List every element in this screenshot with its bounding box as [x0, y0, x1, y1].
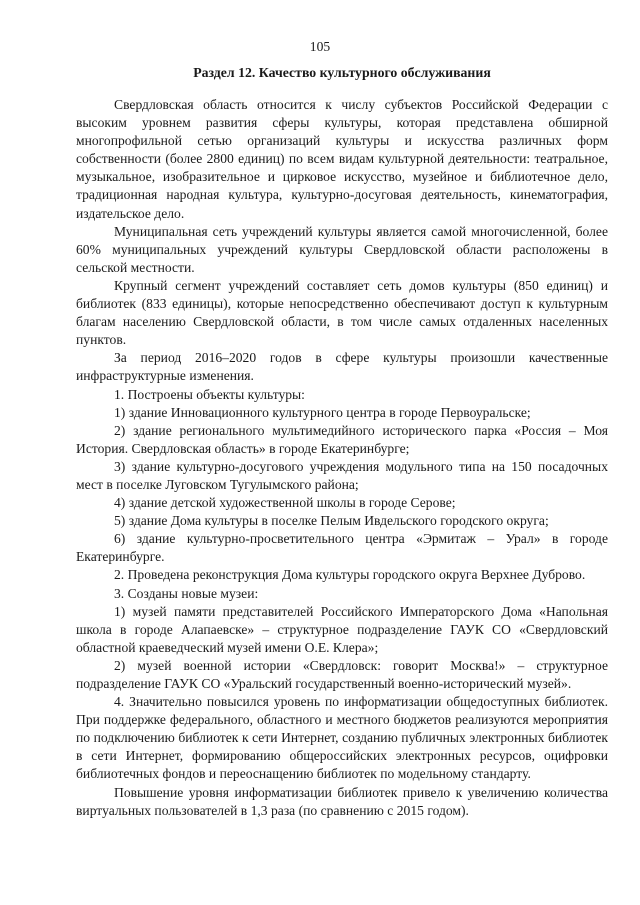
list-item: 2) музей военной истории «Свердловск: говорит Москва!» – структурное подразделение ГАУК СО «Уральский государственный военно-исторический музей». — [76, 657, 608, 691]
paragraph: Свердловская область относится к числу субъектов Российской Федерации с высоким уровнем развития сферы культуры, которая представлена обширной многопрофильной сетью организаций культуры и искусства различных форм собственности (более 2800 единиц) по всем видам культурной деятельности: театральное, музыкальное, изобразительное и цирковое искусство, музейное и библиотечное дело, традиционная народная культура, культурно-досуговая деятельность, кинематография, издательское дело. — [76, 97, 608, 221]
paragraph: Муниципальная сеть учреждений культуры является самой многочисленной, более 60% муниципальных учреждений культуры Свердловской области расположены в сельской местности. — [76, 223, 608, 275]
paragraph: Крупный сегмент учреждений составляет сеть домов культуры (850 единиц) и библиотек (833 единицы), которые непосредственно обеспечивают доступ к культурным благам населению Свердловской области, в том числе самых отдаленных населенных пунктов. — [76, 277, 608, 348]
list-heading: 1. Построены объекты культуры: — [114, 386, 305, 402]
paragraph: За период 2016–2020 годов в сфере культуры произошли качественные инфраструктурные изменения. — [76, 350, 608, 384]
list-item: 2) здание регионального мультимедийного исторического парка «Россия – Моя История. Свердловская область» в городе Екатеринбурге; — [76, 422, 608, 456]
paragraph: Повышение уровня информатизации библиотек привело к увеличению количества виртуальных пользователей в 1,3 раза (по сравнению с 2015 годом). — [76, 784, 608, 818]
list-heading: 3. Созданы новые музеи: — [114, 585, 259, 601]
list-heading: 2. Проведена реконструкция Дома культуры городского округа Верхнее Дуброво. — [114, 567, 586, 583]
list-item: 3) здание культурно-досугового учреждения модульного типа на 150 посадочных мест в поселке Луговском Тугулымского района; — [76, 458, 608, 492]
page-number: 105 — [309, 39, 331, 54]
list-item: 4) здание детской художественной школы в городе Серове; — [114, 495, 456, 511]
list-heading: 4. Значительно повысился уровень по информатизации общедоступных библиотек. При поддержке федерального, областного и местного бюджетов реализуются мероприятия по подключению библиотек к сети Интернет, созданию публичных электронных библиотек в сети Интернет, формированию общероссийских электронных ресурсов, оцифровки библиотечных фондов и переоснащению библиотек по модельному стандарту. — [76, 694, 608, 782]
list-item: 1) здание Инновационного культурного центра в городе Первоуральске; — [114, 404, 531, 420]
section-title: Раздел 12. Качество культурного обслуживания — [193, 65, 491, 80]
list-item: 1) музей памяти представителей Российского Императорского Дома «Напольная школа в городе Алапаевске» – структурное подразделение ГАУК СО «Свердловский областной краеведческий музей имени О.Е. Клера»; — [76, 603, 608, 655]
list-item: 6) здание культурно-просветительного центра «Эрмитаж – Урал» в городе Екатеринбурге. — [76, 531, 608, 565]
body-text — [76, 96, 608, 820]
list-item: 5) здание Дома культуры в поселке Пелым Ивдельского городского округа; — [114, 513, 549, 529]
